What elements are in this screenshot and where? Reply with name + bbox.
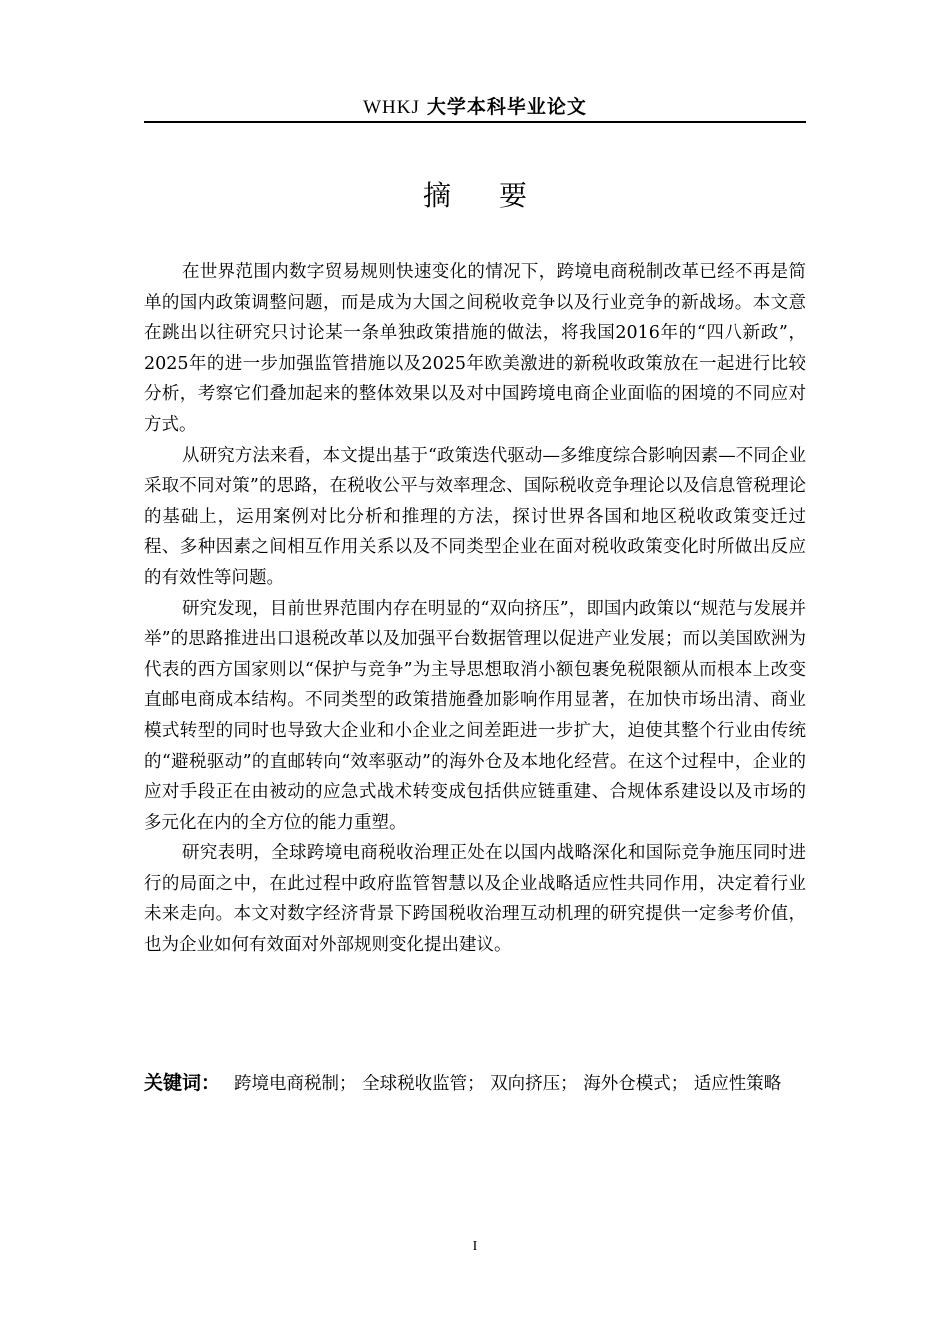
abstract-paragraph-3: 研究发现，目前世界范围内存在明显的“双向挤压”，即国内政策以“规范与发展并举”的思路推进出口退税改革以及加强平台数据管理以促进产业发展；而以美国欧洲为代表的西方国家则以“保护与竞争”为主导思想取消小额包裹免税限额从而根本上改变直邮电商成本结构。不同类型的政策措施叠加影响作用显著，在加快市场出清、商业模式转型的同时也导致大企业和小企业之间差距进一步扩大，迫使其整个行业由传统的“避税驱动”的直邮转向“效率驱动”的海外仓及本地化经营。在这个过程中，企业的应对手段正在由被动的应急式战术转变成包括供应链重建、合规体系建设以及市场的多元化在内的全方位的能力重塑。: [144, 598, 806, 833]
page-header: [144, 94, 806, 120]
header-title: 大学本科毕业论文: [426, 96, 587, 118]
keywords-label: 关键词：: [144, 1072, 221, 1094]
abstract-body: [144, 257, 806, 961]
header-code: WHKJ: [363, 97, 420, 118]
header-divider: [144, 121, 806, 123]
abstract-paragraph-4: 研究表明，全球跨境电商税收治理正处在以国内战略深化和国际竞争施压同时进行的局面之中，在此过程中政府监管智慧以及企业战略适应性共同作用，决定着行业未来走向。本文对数字经济背景下跨国税收治理互动机理的研究提供一定参考价值，也为企业如何有效面对外部规则变化提出建议。: [144, 843, 806, 956]
page-number: I: [472, 1239, 478, 1254]
abstract-paragraph-2: 从研究方法来看，本文提出基于“政策迭代驱动—多维度综合影响因素—不同企业采取不同对策”的思路，在税收公平与效率理念、国际税收竞争理论以及信息管税理论的基础上，运用案例对比分析和推理的方法，探讨世界各国和地区税收政策变迁过程、多种因素之间相互作用关系以及不同类型企业在面对税收政策变化时所做出反应的有效性等问题。: [144, 445, 806, 588]
keywords-list: 跨境电商税制； 全球税收监管； 双向挤压； 海外仓模式； 适应性策略: [234, 1074, 782, 1094]
abstract-paragraph-1: 在世界范围内数字贸易规则快速变化的情况下，跨境电商税制改革已经不再是简单的国内政策调整问题，而是成为大国之间税收竞争以及行业竞争的新战场。本文意在跳出以往研究只讨论某一条单独政策措施的做法，将我国2016年的“四八新政”，2025年的进一步加强监管措施以及2025年欧美激进的新税收政策放在一起进行比较分析，考察它们叠加起来的整体效果以及对中国跨境电商企业面临的困境的不同应对方式。: [144, 262, 806, 435]
abstract-heading: 摘要: [422, 179, 575, 212]
keywords-section: [144, 1067, 806, 1100]
